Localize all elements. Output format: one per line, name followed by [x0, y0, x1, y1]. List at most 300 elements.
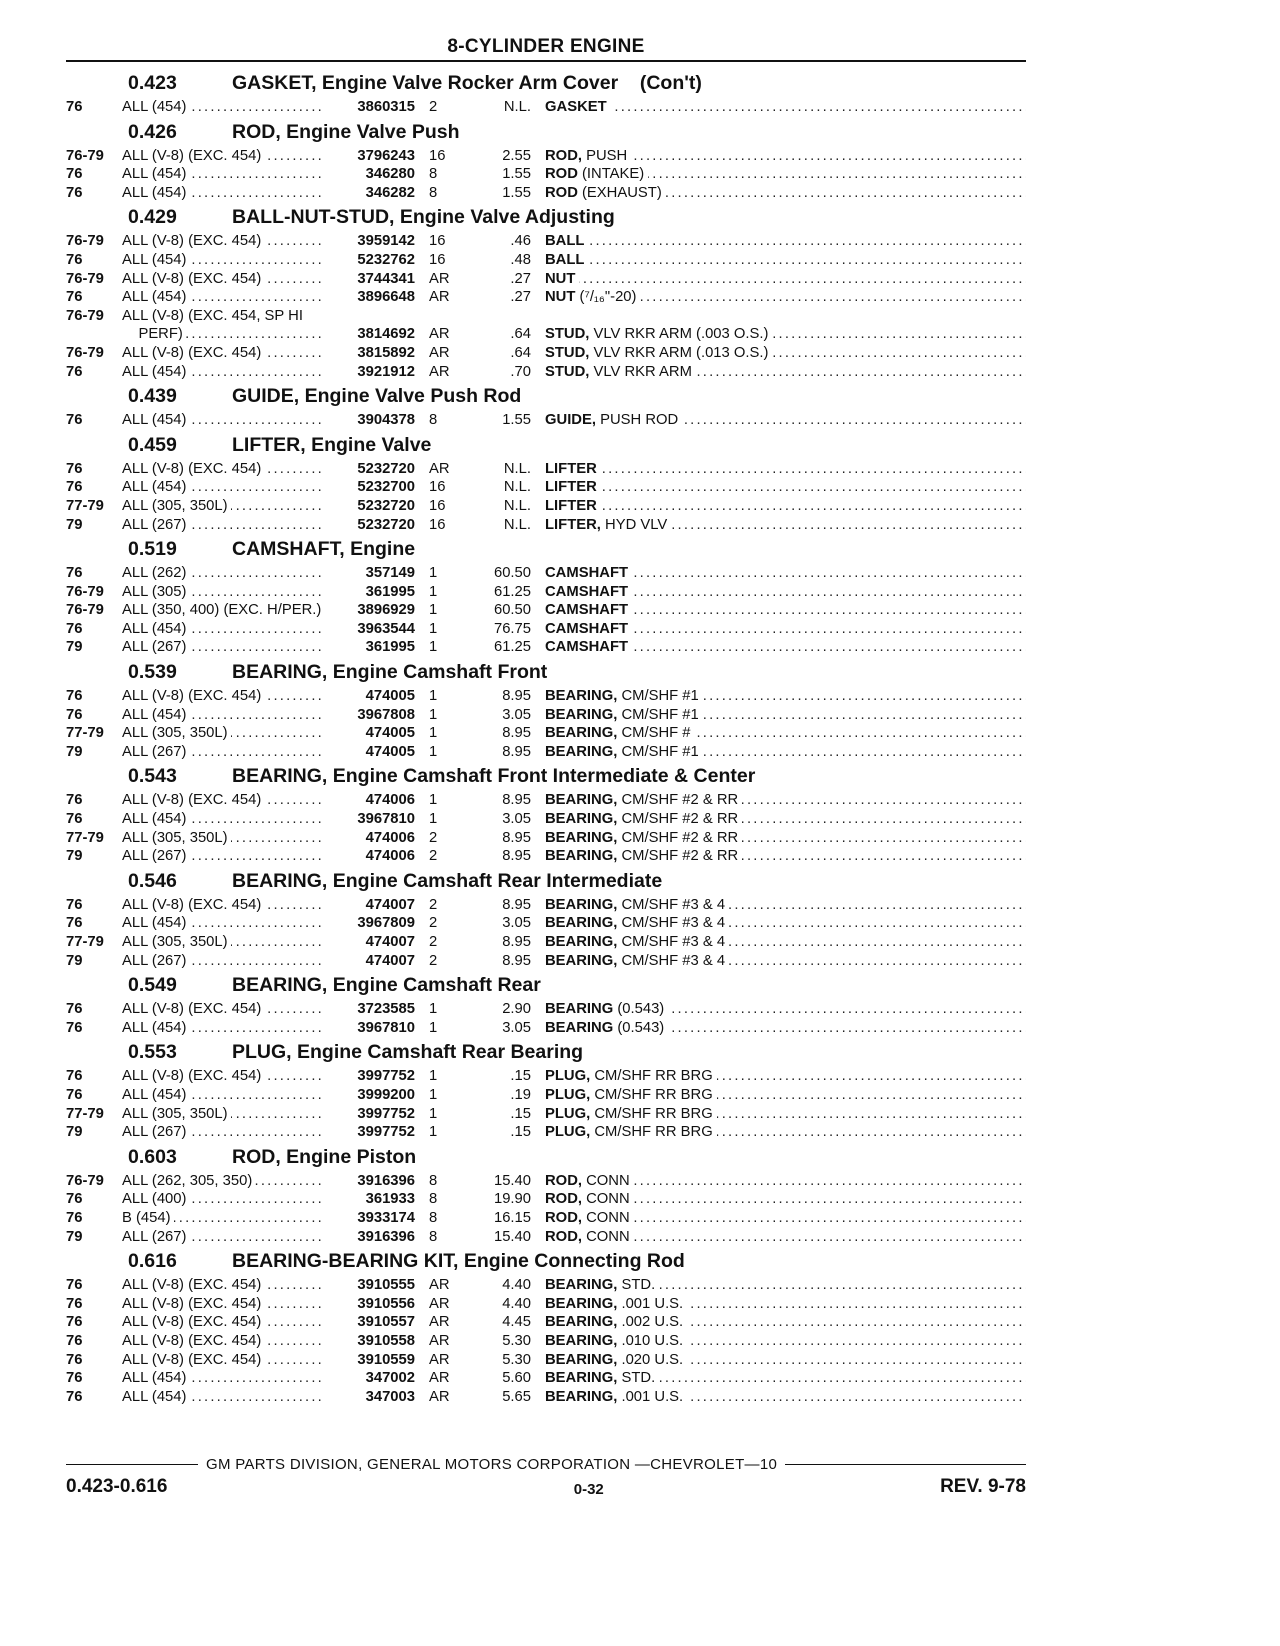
description — [545, 288, 1026, 307]
section-title — [66, 970, 1026, 1000]
description-keyword: GASKET — [545, 99, 607, 115]
quantity: 16 — [429, 233, 446, 250]
list-item — [66, 1228, 1026, 1247]
section-name: ROD, Engine Valve Push — [232, 120, 460, 143]
price: 2.90 — [502, 1001, 531, 1018]
application-text: ALL (454) — [122, 412, 189, 428]
application-text: ALL (305, 350L) — [122, 1106, 231, 1122]
description — [545, 914, 1026, 933]
application — [122, 1067, 324, 1086]
quantity: 8 — [429, 412, 438, 429]
part-number: 5232720 — [357, 497, 415, 514]
application — [122, 1172, 324, 1191]
model-year: 76 — [66, 289, 83, 306]
application — [122, 460, 324, 479]
model-year: 76 — [66, 1332, 83, 1349]
description-text — [545, 326, 772, 342]
quantity: 8 — [429, 184, 438, 201]
description-detail: CM/SHF #2 & RR — [617, 848, 739, 865]
description-detail: CM/SHF #2 & RR — [617, 829, 739, 846]
quantity: 1 — [429, 688, 438, 705]
description-text — [545, 602, 632, 618]
description-detail: CM/SHF #1 — [617, 743, 699, 760]
description-detail: STD. — [617, 1277, 656, 1294]
description-detail: (0.543) — [613, 1001, 665, 1018]
description-text — [545, 1191, 634, 1207]
description-text — [545, 1352, 687, 1368]
description-detail: VLV RKR ARM — [589, 363, 692, 380]
application-text: ALL (V-8) (EXC. 454) — [122, 461, 264, 477]
part-number: 3916396 — [357, 1228, 415, 1245]
quantity: 1 — [429, 792, 438, 809]
section-code: 0.439 — [128, 385, 177, 408]
description — [545, 1276, 1026, 1295]
application — [122, 288, 324, 307]
description-text — [545, 707, 703, 723]
description-detail: .010 U.S. — [617, 1332, 684, 1349]
application — [122, 1351, 324, 1370]
description-keyword: BEARING, — [545, 829, 618, 846]
price: N.L. — [503, 479, 531, 496]
description — [545, 411, 1026, 430]
application-text: ALL (454) — [122, 1370, 189, 1386]
section-title — [66, 117, 1026, 147]
application — [122, 810, 324, 829]
application — [122, 847, 324, 866]
application — [122, 1190, 324, 1209]
price: 16.15 — [493, 1209, 531, 1226]
price: .27 — [510, 270, 531, 287]
part-number: 474007 — [365, 934, 415, 950]
part-number: 3910555 — [357, 1277, 415, 1294]
application-text: ALL (267) — [122, 1229, 189, 1245]
part-number: 5232720 — [357, 460, 415, 477]
price: N.L. — [503, 497, 531, 514]
description-keyword: STUD, — [545, 344, 590, 361]
price: .64 — [510, 344, 531, 361]
part-number: 5232700 — [357, 479, 415, 496]
model-year: 76-79 — [66, 307, 104, 324]
description — [545, 1388, 1026, 1407]
price: .19 — [510, 1086, 531, 1103]
application — [122, 147, 324, 166]
application — [122, 638, 324, 657]
list-item — [66, 1388, 1026, 1407]
description-keyword: BEARING, — [545, 1314, 618, 1331]
application — [122, 251, 324, 270]
description — [545, 344, 1026, 363]
application-text: ALL (262) — [122, 565, 189, 581]
description — [545, 147, 1026, 166]
section-code: 0.423 — [128, 72, 177, 94]
description-text — [545, 915, 729, 931]
section-name: GUIDE, Engine Valve Push Rod — [232, 385, 522, 408]
part-number: 3959142 — [357, 233, 415, 250]
part-number: 361995 — [365, 583, 415, 600]
list-item — [66, 363, 1026, 382]
description — [545, 1228, 1026, 1247]
description — [545, 497, 1026, 516]
application-text: ALL (454) — [122, 1389, 189, 1405]
section-code: 0.603 — [128, 1145, 177, 1168]
application-text: ALL (V-8) (EXC. 454) — [122, 271, 264, 287]
description-text — [545, 412, 682, 428]
application — [122, 363, 324, 382]
description-text — [545, 744, 703, 760]
application-text: ALL (V-8) (EXC. 454) — [122, 792, 264, 808]
part-number: 3910556 — [357, 1295, 415, 1312]
description — [545, 270, 1026, 289]
part-number: 3933174 — [357, 1209, 415, 1226]
application — [122, 687, 324, 706]
description-text — [545, 565, 632, 581]
list-item — [66, 251, 1026, 270]
model-year: 76 — [66, 479, 83, 496]
part-number: 3860315 — [357, 99, 415, 115]
model-year: 76 — [66, 1314, 83, 1331]
application — [122, 411, 324, 430]
model-year: 76-79 — [66, 233, 104, 250]
model-year: 76 — [66, 184, 83, 201]
description-text — [545, 1001, 668, 1017]
model-year: 76 — [66, 251, 83, 268]
application-text: ALL (V-8) (EXC. 454, SP HI — [122, 308, 306, 324]
description-keyword: BEARING, — [545, 1295, 618, 1312]
description — [545, 1123, 1026, 1142]
description — [545, 564, 1026, 583]
description-detail: VLV RKR ARM (.013 O.S.) — [589, 344, 769, 361]
quantity: 2 — [429, 952, 438, 969]
application-text: ALL (V-8) (EXC. 454) — [122, 688, 264, 704]
quantity: 1 — [429, 1019, 438, 1036]
list-item — [66, 687, 1026, 706]
description — [545, 743, 1026, 762]
description-text — [545, 252, 588, 268]
application-text: ALL (267) — [122, 744, 189, 760]
description-detail: CM/SHF #2 & RR — [617, 792, 739, 809]
price: .15 — [510, 1105, 531, 1122]
price: 4.40 — [502, 1277, 531, 1294]
description-text — [545, 1124, 717, 1140]
application-text: ALL (267) — [122, 953, 189, 969]
model-year: 76 — [66, 896, 83, 913]
model-year: 79 — [66, 743, 83, 760]
application-text: ALL (400) — [122, 1191, 189, 1207]
description-text — [545, 498, 601, 514]
application-text: ALL (305) — [122, 584, 189, 600]
footer-rule-right — [785, 1464, 1026, 1465]
description-keyword: BEARING, — [545, 1388, 618, 1405]
description-detail: CONN — [582, 1209, 630, 1226]
application-text: ALL (454) — [122, 707, 189, 723]
description — [545, 307, 1026, 326]
part-number — [324, 307, 415, 326]
list-item — [66, 1190, 1026, 1209]
price: 2.55 — [502, 147, 531, 164]
part-number: 3967810 — [357, 811, 415, 828]
application — [122, 1105, 324, 1124]
price: 5.65 — [502, 1388, 531, 1405]
description-keyword: STUD, — [545, 363, 590, 380]
quantity: 16 — [429, 147, 446, 164]
description-text — [545, 461, 601, 477]
part-number: 3963544 — [357, 620, 415, 637]
description — [545, 829, 1026, 848]
description — [545, 232, 1026, 251]
price: 5.60 — [502, 1370, 531, 1387]
model-year: 76 — [66, 1277, 83, 1294]
description-text — [545, 725, 695, 741]
model-year: 76 — [66, 688, 83, 705]
list-item — [66, 847, 1026, 866]
application — [122, 1369, 324, 1388]
application — [122, 564, 324, 583]
price: 1.55 — [502, 184, 531, 201]
description — [545, 933, 1026, 952]
description-keyword: PLUG, — [545, 1105, 591, 1122]
description-text — [545, 848, 742, 864]
application-text: ALL (454) — [122, 479, 189, 495]
description-detail: PUSH — [582, 147, 628, 164]
price: 8.95 — [502, 688, 531, 705]
application-text: ALL (V-8) (EXC. 454) — [122, 1068, 264, 1084]
application-text: ALL (454) — [122, 99, 189, 115]
list-item — [66, 1369, 1026, 1388]
price: .48 — [510, 251, 531, 268]
quantity: 1 — [429, 1124, 438, 1141]
description-text — [545, 1087, 717, 1103]
description-keyword: BEARING, — [545, 896, 618, 913]
part-number: 347003 — [365, 1388, 415, 1405]
description-keyword: BALL — [545, 251, 585, 268]
part-number: 3999200 — [357, 1086, 415, 1103]
description-keyword: ROD — [545, 184, 578, 201]
description — [545, 1105, 1026, 1124]
section-title — [66, 1142, 1026, 1172]
description — [545, 363, 1026, 382]
description-detail: CONN — [582, 1228, 630, 1245]
description-keyword: BEARING, — [545, 952, 618, 969]
application — [122, 232, 324, 251]
description — [545, 847, 1026, 866]
list-item — [66, 460, 1026, 479]
price: 3.05 — [502, 811, 531, 828]
list-item — [66, 98, 1026, 117]
price: 5.30 — [502, 1351, 531, 1368]
description-text — [545, 830, 742, 846]
description-text — [545, 792, 742, 808]
price: 8.95 — [502, 848, 531, 865]
part-number: 3967810 — [357, 1019, 415, 1036]
list-item — [66, 1105, 1026, 1124]
description-keyword: BEARING, — [545, 725, 618, 742]
model-year: 76 — [66, 1191, 83, 1208]
quantity: 2 — [429, 915, 438, 932]
price: N.L. — [503, 99, 531, 115]
section-name: BEARING, Engine Camshaft Front — [232, 661, 548, 684]
quantity: 1 — [429, 706, 438, 723]
quantity: 8 — [429, 166, 438, 183]
quantity: 8 — [429, 1228, 438, 1245]
list-item — [66, 1086, 1026, 1105]
description — [545, 165, 1026, 184]
section-code: 0.539 — [128, 661, 177, 684]
list-item — [66, 583, 1026, 602]
part-number: 3916396 — [357, 1172, 415, 1189]
description-detail: (⁷/₁₆"-20) — [575, 289, 637, 306]
quantity: 2 — [429, 99, 438, 115]
description-text — [545, 1296, 687, 1312]
price — [465, 307, 545, 326]
price: 5.30 — [502, 1332, 531, 1349]
description-keyword: ROD, — [545, 1209, 582, 1226]
section-name: BEARING, Engine Camshaft Front Intermediate & Center — [232, 765, 756, 788]
section-title — [66, 1246, 1026, 1276]
application — [122, 1228, 324, 1247]
description-keyword: BEARING, — [545, 915, 618, 932]
description-keyword: GUIDE, — [545, 412, 596, 429]
model-year: 76-79 — [66, 270, 104, 287]
list-item — [66, 724, 1026, 743]
quantity: 1 — [429, 1105, 438, 1122]
description-keyword: ROD, — [545, 1191, 582, 1208]
application — [122, 620, 324, 639]
application — [122, 1388, 324, 1407]
list-item — [66, 344, 1026, 363]
quantity: 1 — [429, 811, 438, 828]
part-number: 474006 — [365, 792, 415, 809]
description — [545, 1000, 1026, 1019]
description-keyword: BEARING, — [545, 1351, 618, 1368]
description-detail: STD. — [617, 1370, 656, 1387]
list-item — [66, 147, 1026, 166]
list-item — [66, 810, 1026, 829]
section-code: 0.459 — [128, 433, 177, 456]
price: 1.55 — [502, 166, 531, 183]
description-detail: .001 U.S. — [617, 1295, 684, 1312]
application-text: ALL (262, 305, 350) — [122, 1173, 255, 1189]
section-name: GASKET, Engine Valve Rocker Arm Cover (Con't) — [232, 72, 702, 94]
list-item — [66, 706, 1026, 725]
description-detail: CM/SHF RR BRG — [590, 1105, 713, 1122]
part-number: 3896648 — [357, 289, 415, 306]
description-detail: (INTAKE) — [577, 166, 645, 183]
list-item — [66, 1123, 1026, 1142]
footer-line — [66, 1454, 1026, 1474]
model-year: 76 — [66, 792, 83, 809]
description-detail: CM/SHF # — [617, 725, 691, 742]
list-item — [66, 307, 1026, 326]
description-keyword: PLUG, — [545, 1124, 591, 1141]
application-text: PERF) — [122, 326, 186, 342]
application — [122, 98, 324, 117]
part-number: 474007 — [365, 896, 415, 913]
description-text — [545, 271, 579, 287]
quantity: 8 — [429, 1172, 438, 1189]
application-text: ALL (V-8) (EXC. 454) — [122, 1314, 264, 1330]
description-text — [545, 289, 640, 305]
quantity: 2 — [429, 829, 438, 846]
price: 1.55 — [502, 412, 531, 429]
application-text: ALL (305, 350L) — [122, 830, 231, 846]
sections-container — [66, 68, 1026, 1406]
description-detail: .002 U.S. — [617, 1314, 684, 1331]
list-item — [66, 165, 1026, 184]
model-year: 76 — [66, 565, 83, 582]
quantity: 1 — [429, 565, 438, 582]
application-text: ALL (267) — [122, 848, 189, 864]
part-number: 474005 — [365, 725, 415, 742]
section-code: 0.429 — [128, 206, 177, 229]
description-text — [545, 1333, 687, 1349]
price: 60.50 — [493, 602, 531, 619]
description-text — [545, 185, 666, 201]
part-number: 361933 — [365, 1191, 415, 1208]
part-number: 5232762 — [357, 251, 415, 268]
price: 15.40 — [493, 1228, 531, 1245]
list-item — [66, 1332, 1026, 1351]
application — [122, 516, 324, 535]
model-year: 76 — [66, 1068, 83, 1085]
model-year: 76 — [66, 1001, 83, 1018]
description-detail: CONN — [582, 1191, 630, 1208]
quantity: 16 — [429, 497, 446, 514]
section-name: PLUG, Engine Camshaft Rear Bearing — [232, 1041, 584, 1064]
application — [122, 601, 324, 620]
description-text — [545, 479, 601, 495]
quantity: 8 — [429, 1191, 438, 1208]
description — [545, 1067, 1026, 1086]
description-keyword: LIFTER — [545, 479, 597, 496]
model-year: 76 — [66, 460, 83, 477]
description — [545, 1086, 1026, 1105]
application — [122, 344, 324, 363]
part-number: 3796243 — [357, 147, 415, 164]
description-text — [545, 1229, 634, 1245]
price: .70 — [510, 363, 531, 380]
header-rule — [66, 60, 1026, 62]
description-detail: .020 U.S. — [617, 1351, 684, 1368]
application — [122, 914, 324, 933]
application — [122, 497, 324, 516]
description-keyword: BEARING, — [545, 848, 618, 865]
part-number: 3896929 — [357, 602, 415, 619]
model-year: 76-79 — [66, 1172, 104, 1189]
price: 8.95 — [502, 725, 531, 742]
application — [122, 583, 324, 602]
description — [545, 583, 1026, 602]
part-number: 3910558 — [357, 1332, 415, 1349]
application — [122, 1209, 324, 1228]
list-item — [66, 1172, 1026, 1191]
model-year: 79 — [66, 1228, 83, 1245]
list-item — [66, 288, 1026, 307]
quantity: AR — [429, 460, 450, 477]
section-title — [66, 761, 1026, 791]
quantity: 1 — [429, 583, 438, 600]
description — [545, 1019, 1026, 1038]
description-keyword: CAMSHAFT — [545, 639, 629, 656]
description-keyword: PLUG, — [545, 1068, 591, 1085]
footer-rule-left — [66, 1464, 198, 1465]
price: 76.75 — [493, 620, 531, 637]
application-text: ALL (V-8) (EXC. 454) — [122, 1296, 264, 1312]
part-number: 3967809 — [357, 915, 415, 932]
application-text: ALL (V-8) (EXC. 454) — [122, 345, 264, 361]
quantity: 1 — [429, 1001, 438, 1018]
part-number: 3921912 — [357, 363, 415, 380]
application — [122, 1332, 324, 1351]
